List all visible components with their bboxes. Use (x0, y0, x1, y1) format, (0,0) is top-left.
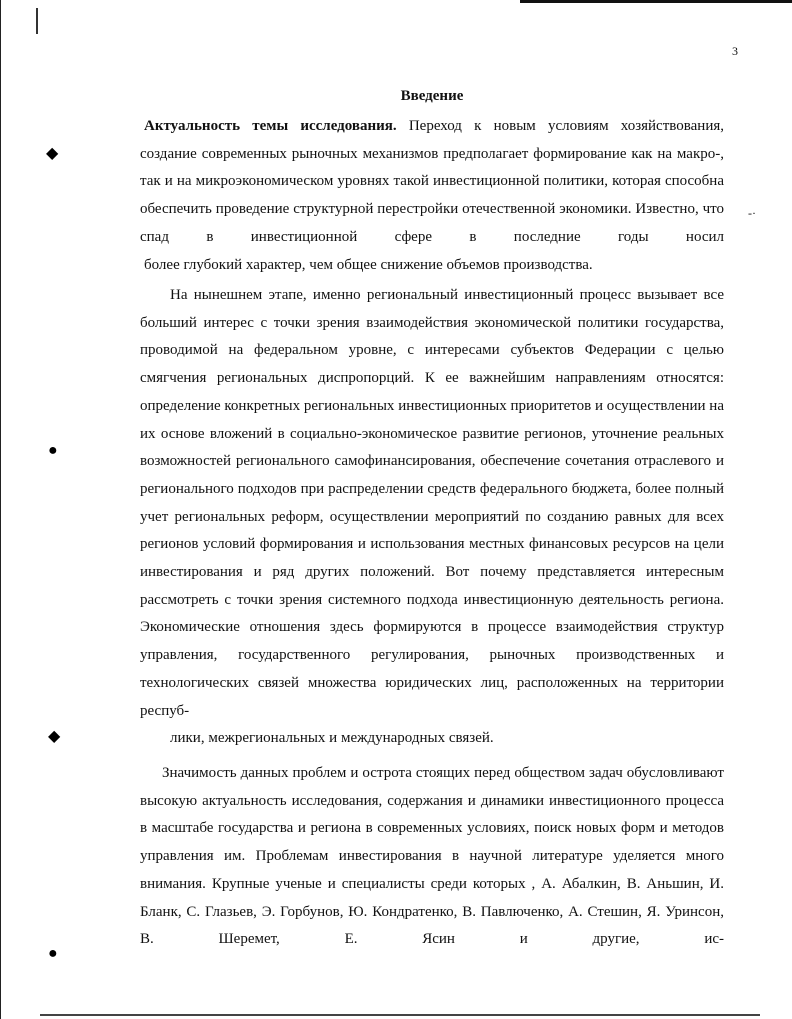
paragraph-last-line: лики, межрегиональных и международных связей. (170, 730, 494, 747)
paragraph-body: Переход к новым условиям хозяйствования, создание современных рыночных механизмов предполагает формирование как на макро-, так и на микроэкономическом уровнях такой инвестиционной политики, которая способна обеспечить проведение структурной перестройки отечественной экономики. Известно, что спад в инвестиционной сфере в последние годы носил (140, 118, 724, 245)
page-title: Введение (400, 88, 464, 104)
paragraph-2 (140, 282, 724, 753)
binder-hole-mark: ◆ (48, 728, 61, 745)
scan-edge-bottom (40, 1014, 760, 1016)
page-number: 3 (732, 44, 738, 58)
scan-edge-left (0, 0, 6, 1019)
margin-tick-mark: -· (748, 206, 756, 220)
paragraph-3 (140, 760, 724, 954)
paragraph-body: Значимость данных проблем и острота стоящих перед обществом задач обусловливают высокую актуальность исследования, содержания и динамики инвестиционного процесса в масштабе государства и региона в современных условиях, поиск новых форм и методов управления им. Проблемам инвестирования в научной литературе уделяется много внимания. Крупные ученые и специалисты среди которых , А. Абалкин, В. Аньшин, И. Бланк, С. Глазьев, Э. Горбунов, Ю. Кондратенко, В. Павлюченко, А. Стешин, Я. Уринсон, В. Шеремет, Е. Ясин и другие, ис- (140, 765, 724, 948)
binder-hole-mark: ● (48, 442, 58, 459)
section-lead: Актуальность темы исследования. (144, 118, 397, 134)
binder-hole-mark: ● (48, 945, 58, 962)
paragraph-last-line: более глубокий характер, чем общее снижение объемов производства. (144, 256, 593, 273)
scan-edge-top (520, 0, 792, 9)
scan-mark (36, 8, 38, 34)
binder-hole-mark: ◆ (46, 145, 59, 162)
paragraph-1 (140, 113, 724, 279)
paragraph-body: На нынешнем этапе, именно региональный инвестиционный процесс вызывает все больший интерес с точки зрения взаимодействия экономической политики государства, проводимой на федеральном уровне, с интересами субъектов Федерации с целью смягчения региональных диспропорций. К ее важнейшим направлениям относятся: определение конкретных региональных инвестиционных приоритетов и осуществлении на их основе вложений в социально-экономическое развитие регионов, уточнение реальных возможностей регионального самофинансирования, обеспечение сочетания отраслевого и регионального подходов при распределении средств федерального бюджета, более полный учет региональных реформ, осуществлении мероприятий по созданию равных для всех регионов условий формирования и использования местных финансовых ресурсов на цели инвестирования и ряд других положений. Вот почему представляется интересным рассмотреть с точки зрения системного подхода инвестиционную деятельность региона. Экономические отношения здесь формируются в процессе взаимодействия структур управления, государственного регулирования, рыночных производственных и технологических связей множества юридических лиц, расположенных на территории респуб- (140, 287, 724, 719)
